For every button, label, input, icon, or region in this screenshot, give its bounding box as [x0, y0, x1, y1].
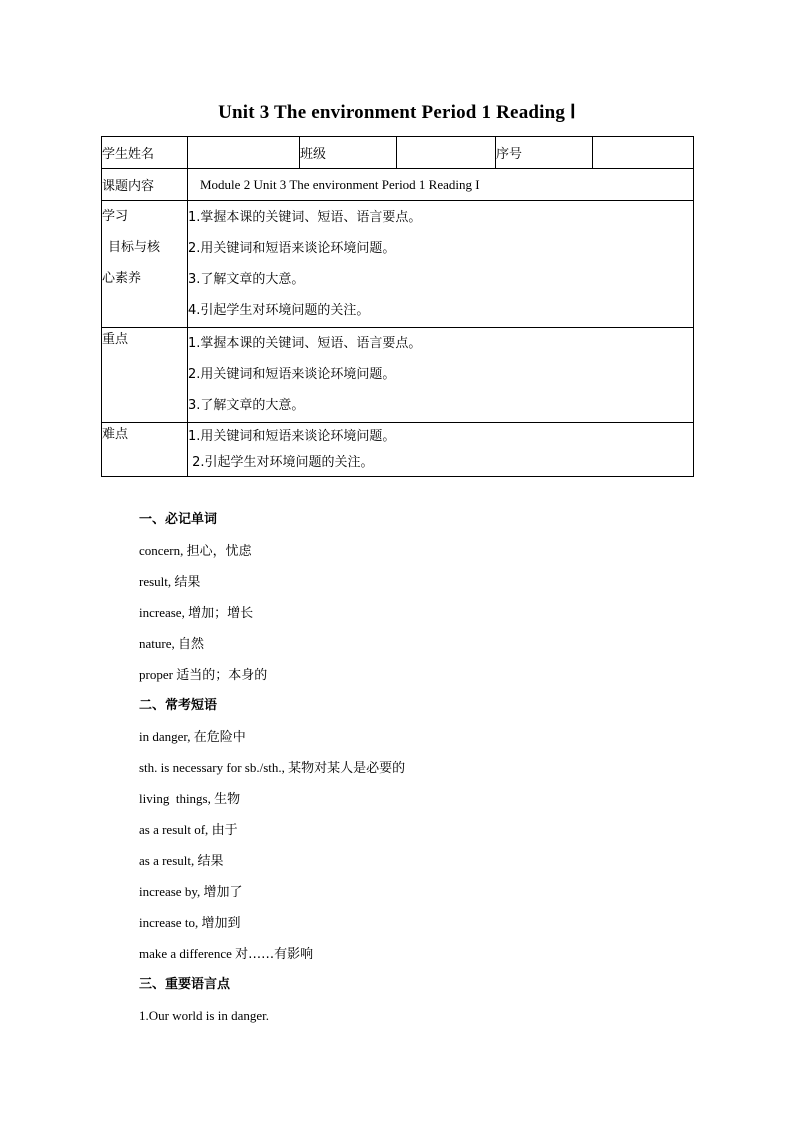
vocab-item: [139, 659, 739, 690]
language-points-heading: 三、重要语言点: [139, 977, 231, 992]
topic-label: 课题内容: [102, 169, 188, 201]
key-points-label: 重点: [102, 328, 188, 423]
vocabulary-heading: 一、必记单词: [139, 512, 218, 527]
phrase-zh: 由于: [211, 823, 238, 838]
phrase-en: as a result of,: [139, 822, 209, 837]
topic-row: [102, 169, 694, 201]
difficulties-label: 难点: [102, 423, 188, 477]
goals-label-line: 心素养: [102, 271, 142, 286]
goals-label-line: 目标与核: [108, 240, 161, 255]
difficulty-item: 1.用关键词和短语来谈论环境问题。: [188, 429, 396, 444]
phrase-zh: 对……有影响: [235, 947, 314, 962]
student-name-label: 学生姓名: [102, 137, 188, 169]
student-info-row: [102, 137, 694, 169]
phrase-en: increase by,: [139, 884, 201, 899]
phrase-zh: 某物对某人是必要的: [288, 761, 406, 776]
vocab-en: increase,: [139, 605, 185, 620]
difficulty-item: 2.引起学生对环境问题的关注。: [188, 455, 374, 470]
vocab-zh: 适当的；本身的: [176, 668, 268, 683]
vocab-en: proper: [139, 667, 173, 682]
vocab-item: [139, 628, 739, 659]
phrase-en: living things,: [139, 791, 211, 806]
phrase-en: make a difference: [139, 946, 232, 961]
goals-row: [102, 201, 694, 328]
vocab-zh: 自然: [177, 637, 204, 652]
key-point-item: 3.了解文章的大意。: [188, 398, 305, 413]
goals-list: [188, 201, 694, 328]
language-point-item: 1.Our world is in danger.: [139, 1008, 269, 1023]
vocab-zh: 担心，忧虑: [186, 544, 252, 559]
vocabulary-section: [139, 504, 739, 1031]
class-label: 班级: [300, 137, 397, 169]
goal-item: 2.用关键词和短语来谈论环境问题。: [188, 241, 396, 256]
phrase-item: [139, 814, 739, 845]
phrase-item: [139, 783, 739, 814]
phrase-item: [139, 938, 739, 969]
difficulties-list: [188, 423, 694, 477]
vocab-zh: 增加；增长: [188, 606, 254, 621]
vocab-en: concern,: [139, 543, 184, 558]
phrase-zh: 结果: [197, 854, 224, 869]
phrase-en: in danger,: [139, 729, 191, 744]
phrase-item: [139, 876, 739, 907]
phrase-zh: 增加到: [201, 916, 241, 931]
phrase-zh: 增加了: [203, 885, 243, 900]
goals-label-line: 学习: [102, 209, 129, 224]
phrases-heading: 二、常考短语: [139, 698, 218, 713]
key-points-list: [188, 328, 694, 423]
seq-label: 序号: [496, 137, 593, 169]
phrase-en: increase to,: [139, 915, 199, 930]
key-point-item: 1.掌握本课的关键词、短语、语言要点。: [188, 336, 422, 351]
goal-item: 3.了解文章的大意。: [188, 272, 305, 287]
key-point-item: 2.用关键词和短语来谈论环境问题。: [188, 367, 396, 382]
document-title: Unit 3 The environment Period 1 Reading Ⅰ: [218, 102, 576, 123]
vocab-item: [139, 566, 739, 597]
vocab-item: [139, 597, 739, 628]
phrase-en: as a result,: [139, 853, 195, 868]
topic-value: Module 2 Unit 3 The environment Period 1 Reading I: [188, 169, 694, 201]
difficulties-row: [102, 423, 694, 477]
goal-item: 1.掌握本课的关键词、短语、语言要点。: [188, 210, 422, 225]
vocab-item: [139, 535, 739, 566]
goals-label: [102, 201, 188, 328]
key-points-row: [102, 328, 694, 423]
phrase-item: [139, 907, 739, 938]
phrase-item: [139, 721, 739, 752]
vocab-en: nature,: [139, 636, 175, 651]
class-field[interactable]: [397, 137, 496, 169]
vocab-zh: 结果: [174, 575, 201, 590]
student-name-field[interactable]: [188, 137, 300, 169]
phrase-en: sth. is necessary for sb./sth.,: [139, 760, 285, 775]
seq-field[interactable]: [593, 137, 694, 169]
phrase-item: [139, 845, 739, 876]
phrase-zh: 在危险中: [193, 730, 246, 745]
vocab-en: result,: [139, 574, 172, 589]
lesson-info-table: [101, 136, 694, 477]
goal-item: 4.引起学生对环境问题的关注。: [188, 303, 370, 318]
phrase-item: [139, 752, 739, 783]
phrase-zh: 生物: [214, 792, 241, 807]
